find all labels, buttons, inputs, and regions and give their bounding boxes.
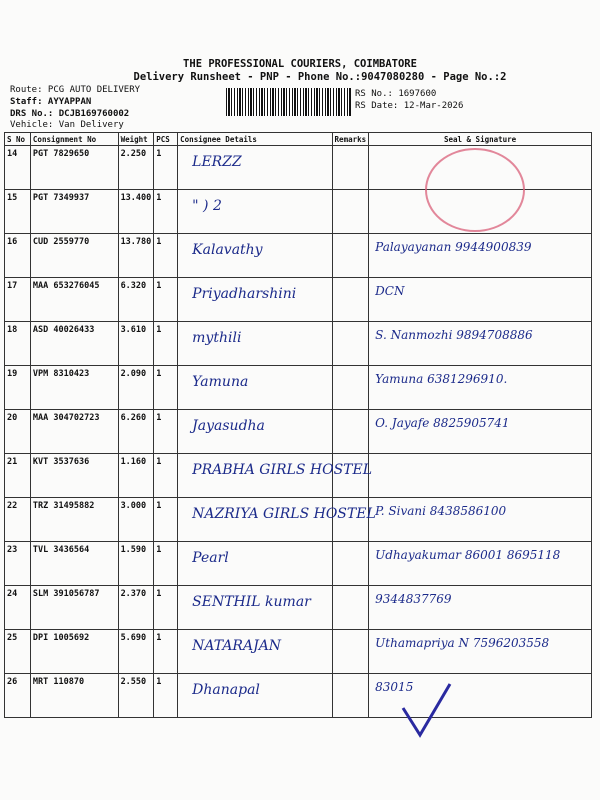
table-row [5,454,592,498]
cell-weight: 2.370 [118,586,154,630]
consignee-handwriting: SENTHIL kumar [192,594,311,610]
vehicle: Vehicle: Van Delivery [10,120,124,130]
cell-consignment: DPI 1005692 [30,630,118,674]
signature-handwriting: 83015 [375,680,414,694]
cell-weight: 5.690 [118,630,154,674]
cell-remarks [332,146,369,190]
col-pcs: PCS [154,133,178,146]
cell-pcs: 1 [154,410,178,454]
cell-weight: 2.250 [118,146,154,190]
cell-pcs: 1 [154,454,178,498]
cell-pcs: 1 [154,146,178,190]
cell-consignee [178,586,332,630]
cell-consignee [178,322,332,366]
consignee-handwriting: " ) 2 [192,198,222,214]
cell-consignment: MAA 304702723 [30,410,118,454]
route: Route: PCG AUTO DELIVERY [10,85,141,95]
consignee-handwriting: Pearl [192,550,229,566]
table-row [5,586,592,630]
cell-weight: 1.160 [118,454,154,498]
cell-pcs: 1 [154,586,178,630]
cell-sno: 23 [5,542,31,586]
cell-consignee [178,454,373,498]
table-row [5,278,592,322]
cell-signature [369,410,592,454]
signature-handwriting: Udhayakumar 86001 8695118 [375,548,561,562]
table-row [5,630,592,674]
table-row [5,410,592,454]
col-sno: S No [5,133,31,146]
cell-weight: 6.320 [118,278,154,322]
signature-handwriting: S. Nanmozhi 9894708886 [375,328,533,342]
signature-handwriting: O. Jayafe 8825905741 [375,416,510,430]
cell-consignee [178,410,332,454]
cell-consignment: ASD 40026433 [30,322,118,366]
consignee-handwriting: NATARAJAN [192,638,282,654]
cell-remarks [332,278,369,322]
cell-consignee [178,190,332,234]
cell-sno: 17 [5,278,31,322]
cell-sno: 22 [5,498,31,542]
cell-signature [369,586,592,630]
cell-consignee [178,278,332,322]
cell-weight: 3.000 [118,498,154,542]
runsheet-title: Delivery Runsheet - PNP - Phone No.:9047080280 - Page No.:2 [133,71,507,83]
cell-consignee [178,542,332,586]
cell-pcs: 1 [154,674,178,718]
cell-consignment: TVL 3436564 [30,542,118,586]
cell-consignee [178,498,376,542]
cell-sno: 25 [5,630,31,674]
table-row [5,366,592,410]
cell-pcs: 1 [154,542,178,586]
cell-sno: 20 [5,410,31,454]
cell-sno: 18 [5,322,31,366]
consignee-handwriting: Priyadharshini [192,286,297,302]
cell-sno: 21 [5,454,31,498]
cell-pcs: 1 [154,190,178,234]
company-name: THE PROFESSIONAL COURIERS, COIMBATORE [183,58,417,70]
signature-handwriting: Palayayanan 9944900839 [375,240,532,254]
cell-remarks [332,630,369,674]
cell-weight: 2.090 [118,366,154,410]
cell-consignment: TRZ 31495882 [30,498,118,542]
staff: Staff: AYYAPPAN [10,97,92,107]
signature-handwriting: P. Sivani 8438586100 [375,504,507,518]
cell-remarks [332,542,369,586]
cell-signature [369,234,592,278]
cell-consignee [178,630,332,674]
cell-pcs: 1 [154,366,178,410]
signature-handwriting: Uthamapriya N 7596203558 [375,636,550,650]
cell-weight: 6.260 [118,410,154,454]
cell-remarks [332,366,369,410]
col-signature: Seal & Signature [369,133,592,146]
cell-weight: 13.400 [118,190,154,234]
cell-sno: 24 [5,586,31,630]
check-mark-icon [398,680,458,740]
cell-pcs: 1 [154,234,178,278]
seal-stamp [425,148,525,232]
cell-sno: 26 [5,674,31,718]
cell-signature [369,454,592,498]
cell-signature [369,542,592,586]
consignee-handwriting: Kalavathy [192,242,263,258]
cell-remarks [332,234,369,278]
cell-pcs: 1 [154,630,178,674]
cell-pcs: 1 [154,322,178,366]
consignee-handwriting: Yamuna [192,374,249,390]
cell-weight: 13.780 [118,234,154,278]
cell-signature [369,322,592,366]
cell-signature [369,278,592,322]
rs-number: RS No.: 1697600 [355,89,437,99]
consignee-handwriting: PRABHA GIRLS HOSTEL [192,462,373,478]
cell-remarks [332,586,369,630]
col-remarks: Remarks [332,133,369,146]
cell-remarks [332,674,369,718]
cell-consignment: VPM 8310423 [30,366,118,410]
signature-handwriting: 9344837769 [375,592,452,606]
rs-date: RS Date: 12-Mar-2026 [355,101,464,111]
cell-remarks [332,322,369,366]
cell-consignment: PGT 7829650 [30,146,118,190]
cell-consignee [178,366,332,410]
cell-pcs: 1 [154,498,178,542]
cell-remarks [332,410,369,454]
cell-signature [369,366,592,410]
cell-sno: 15 [5,190,31,234]
cell-sno: 16 [5,234,31,278]
barcode [226,88,351,116]
cell-consignee [178,674,332,718]
cell-consignment: PGT 7349937 [30,190,118,234]
cell-consignment: MRT 110870 [30,674,118,718]
consignee-handwriting: LERZZ [192,154,242,170]
table-row [5,234,592,278]
consignee-handwriting: mythili [192,330,242,346]
cell-remarks [332,190,369,234]
drs-number: DRS No.: DCJB169760002 [10,109,130,119]
signature-handwriting: DCN [375,284,405,298]
table-row [5,674,592,718]
consignee-handwriting: Jayasudha [192,418,265,434]
table-row [5,542,592,586]
cell-weight: 2.550 [118,674,154,718]
cell-consignment: MAA 653276045 [30,278,118,322]
cell-signature [369,630,592,674]
consignee-handwriting: NAZRIYA GIRLS HOSTEL [192,506,376,522]
signature-handwriting: Yamuna 6381296910. [375,372,508,386]
cell-pcs: 1 [154,278,178,322]
col-consignee: Consignee Details [178,133,332,146]
cell-weight: 1.590 [118,542,154,586]
cell-signature [369,498,592,542]
cell-weight: 3.610 [118,322,154,366]
cell-sno: 14 [5,146,31,190]
cell-consignment: KVT 3537636 [30,454,118,498]
table-header-row [5,133,592,146]
table-row [5,322,592,366]
col-consignment: Consignment No [30,133,118,146]
cell-consignee [178,234,332,278]
cell-consignee [178,146,332,190]
table-row [5,498,592,542]
cell-consignment: CUD 2559770 [30,234,118,278]
cell-consignment: SLM 391056787 [30,586,118,630]
col-weight: Weight [118,133,154,146]
consignee-handwriting: Dhanapal [192,682,260,698]
cell-sno: 19 [5,366,31,410]
